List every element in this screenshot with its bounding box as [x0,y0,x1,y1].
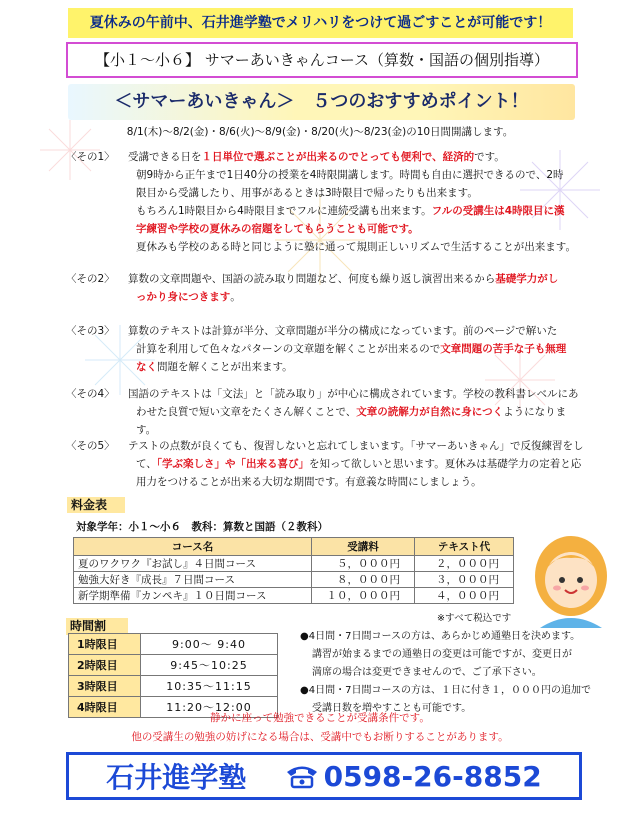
point-4 [66,385,586,439]
point-1 [66,148,586,256]
point-line: 朝9時から正午まで1日40分の授業を4時限開講します。時間も自由に選択できるので、2時 [136,169,564,181]
fee-header: 受講料 [312,538,415,556]
text-fee: ２，０００円 [415,556,514,572]
point-line: 夏休みも学校のある時と同じように塾に通って規則正しいリズムで生活することが出来ます。 [136,241,576,253]
point-line: 算数のテキストは計算が半分、文章問題が半分の構成になっています。前のページで解いた [128,325,558,337]
condition-line-1: 静かに座って勉強できることが受講条件です。 [210,712,430,724]
note-line: 満席の場合は変更できませんので、ご了承下さい。 [312,667,542,678]
tuition: ８，０００円 [312,572,415,588]
point-line: 算数の文章問題や、国語の読み取り問題など、何度も繰り返し演習出来るから基礎学力がし [128,273,559,285]
fee-header: コース名 [74,538,312,556]
fee-header-row [74,538,514,556]
point-line: 字練習や学校の夏休みの宿題をしてもらうことも可能です。 [136,223,419,235]
course-title: 【小１〜小６】 サマーあいきゃんコース（算数・国語の個別指導） [66,42,578,78]
period-label: 4時限目 [69,697,141,718]
note-line: 受講日数を増やすことも可能です。 [312,703,472,714]
telephone-icon [284,763,320,789]
schedule-title: 時間割 [66,618,128,635]
table-row [74,572,514,588]
teacher-illustration [530,530,612,628]
period-time: 9:00〜 9:40 [141,634,278,655]
course-name: 勉強大好き『成長』７日間コース [74,572,312,588]
point-5 [66,437,586,491]
table-row [69,655,278,676]
period-label: 2時限目 [69,655,141,676]
text-fee: ４，０００円 [415,588,514,604]
footer-contact [66,752,582,800]
point-line: もちろん1時限目から4時限目までフルに連続受講も出来ます。フルの受講生は4時限目に漢 [136,205,565,217]
point-line: 国語のテキストは「文法」と「読み取り」が中心に構成されています。学校の教科書レベルにあ [128,388,579,400]
note-line: ●4日間・7日間コースの方は、あらかじめ通塾日を決めます。 [300,631,581,642]
point-line: 限目から受講したり、用事があるときは3時限目で帰ったりも出来ます。 [136,187,478,199]
point-line: なく問題を解くことが出来ます。 [136,361,293,373]
table-row [69,676,278,697]
tax-note: ※すべて税込です [437,613,512,624]
point-head: 〈その1〉 [66,151,115,163]
tuition: ５，０００円 [312,556,415,572]
period-time: 10:35〜11:15 [141,676,278,697]
note-line: 講習が始まるまでの通塾日の変更は可能ですが、変更日が [312,649,572,660]
fee-subtitle: 対象学年：小１〜小６ 教科：算数と国語（２教科） [76,521,328,533]
point-head: 〈その4〉 [66,388,115,400]
course-dates: 8/1(木)〜8/2(金)・8/6(火)〜8/9(金)・8/20(火)〜8/23(金)の10日間開講します。 [126,126,514,138]
condition-line-2: 他の受講生の勉強の妨げになる場合は、受講中でもお断りすることがあります。 [131,731,509,743]
points-title: ＜サマーあいきゃん＞ ５つのおすすめポイント！ [68,84,575,120]
top-banner: 夏休みの午前中、石井進学塾でメリハリをつけて過ごすことが可能です！ [68,8,573,38]
point-line: テストの点数が良くても、復習しないと忘れてしまいます。「サマーあいきゃん」で反復練習をし [128,440,584,452]
course-name: 夏のワクワク『お試し』４日間コース [74,556,312,572]
point-head: 〈その3〉 [66,325,115,337]
fee-header: テキスト代 [415,538,514,556]
period-time: 9:45〜10:25 [141,655,278,676]
point-head: 〈その2〉 [66,273,115,285]
fee-table [73,537,514,604]
fee-title: 料金表 [67,497,125,513]
point-line: っかり身につきます。 [136,291,241,303]
point-line: 受講できる日を１日単位で選ぶことが出来るのでとっても便利で、経済的です。 [128,151,505,163]
phone-block[interactable] [284,760,542,793]
point-line: わせた良質で短い文章をたくさん解くことで、文章の読解力が自然に身につくようになります。 [136,406,567,436]
table-row [74,588,514,604]
point-head: 〈その5〉 [66,440,115,452]
table-row [74,556,514,572]
course-name: 新学期準備『カンペキ』１０日間コース [74,588,312,604]
point-line: 用力をつけることが出来る大切な期間です。有意義な時間にしましょう。 [136,476,482,488]
point-line: 計算を利用して色々なパターンの文章題を解くことが出来るので文章問題の苦手な子も無理 [136,343,567,355]
point-3 [66,322,586,376]
period-label: 1時限目 [69,634,141,655]
point-2 [66,270,586,306]
phone-number: 0598-26-8852 [323,759,542,793]
school-name: 石井進学塾 [106,761,247,794]
point-line: て、「学ぶ楽しさ」や「出来る喜び」を知って欲しいと思います。夏休みは基礎学力の定着と応 [136,458,582,470]
text-fee: ３，０００円 [415,572,514,588]
note-line: ●4日間・7日間コースの方は、１日に付き１，０００円の追加で [300,685,591,696]
period-time: 11:20〜12:00 [141,697,278,718]
tuition: １０，０００円 [312,588,415,604]
period-label: 3時限目 [69,676,141,697]
notes [300,628,600,718]
schedule-table [68,633,278,718]
table-row [69,634,278,655]
